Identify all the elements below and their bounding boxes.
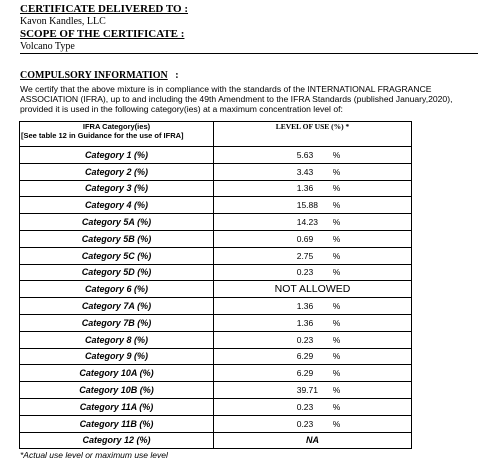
level-value: 2.75 bbox=[296, 250, 314, 261]
category-cell: Category 5A (%) bbox=[20, 214, 214, 231]
table-row bbox=[20, 247, 412, 264]
header-category-note: [See table 12 in Guidance for the use of IFRA] bbox=[21, 131, 184, 140]
table-row bbox=[20, 415, 412, 432]
table-row bbox=[20, 398, 412, 415]
table-row bbox=[20, 197, 412, 214]
level-cell bbox=[214, 415, 412, 432]
category-cell: Category 12 (%) bbox=[20, 432, 214, 449]
delivered-to-value: Kavon Kandles, LLC bbox=[20, 16, 106, 27]
scope-value: Volcano Type bbox=[20, 41, 75, 52]
level-cell bbox=[214, 197, 412, 214]
scope-heading: SCOPE OF THE CERTIFICATE : bbox=[20, 28, 185, 40]
level-cell bbox=[214, 348, 412, 365]
level-unit: % bbox=[332, 368, 341, 379]
level-unit: % bbox=[332, 267, 341, 278]
level-cell bbox=[214, 163, 412, 180]
level-unit: % bbox=[332, 401, 341, 412]
level-value: 0.23 bbox=[296, 418, 314, 429]
category-cell: Category 10A (%) bbox=[20, 365, 214, 382]
table-row bbox=[20, 214, 412, 231]
level-value: 0.23 bbox=[296, 401, 314, 412]
level-value: 3.43 bbox=[296, 166, 314, 177]
level-unit: % bbox=[332, 351, 341, 362]
level-unit: % bbox=[332, 183, 341, 194]
level-value: 6.29 bbox=[296, 351, 314, 362]
header-category bbox=[20, 122, 214, 147]
level-unit: % bbox=[332, 317, 341, 328]
level-cell bbox=[214, 214, 412, 231]
category-cell: Category 11A (%) bbox=[20, 398, 214, 415]
level-unit: % bbox=[332, 149, 341, 160]
footnote: *Actual use level or maximum use level bbox=[20, 450, 168, 460]
level-value: 5.63 bbox=[296, 149, 314, 160]
table-row bbox=[20, 163, 412, 180]
table-row bbox=[20, 432, 412, 449]
category-cell: Category 5C (%) bbox=[20, 247, 214, 264]
category-cell: Category 1 (%) bbox=[20, 147, 214, 164]
compulsory-heading-text: COMPULSORY INFORMATION bbox=[20, 70, 168, 81]
level-cell bbox=[214, 180, 412, 197]
category-cell: Category 7A (%) bbox=[20, 298, 214, 315]
header-category-title: IFRA Category(ies) bbox=[82, 122, 151, 131]
table-row bbox=[20, 348, 412, 365]
statement-line: We certify that the above mixture is in compliance with the standards of the INTERNATIONAL FRAGRANCE bbox=[20, 84, 432, 94]
ifra-category-table bbox=[19, 121, 412, 449]
table-row bbox=[20, 180, 412, 197]
level-value: 15.88 bbox=[296, 200, 318, 211]
level-cell bbox=[214, 382, 412, 399]
level-unit: % bbox=[332, 166, 341, 177]
level-unit: % bbox=[332, 334, 341, 345]
header-level-of-use: LEVEL OF USE (%) * bbox=[214, 122, 412, 147]
level-value: 0.69 bbox=[296, 233, 314, 244]
level-value: 1.36 bbox=[296, 301, 314, 312]
level-unit: % bbox=[332, 200, 341, 211]
level-value: 1.36 bbox=[296, 317, 314, 328]
level-unit: % bbox=[332, 418, 341, 429]
category-cell: Category 4 (%) bbox=[20, 197, 214, 214]
level-unit: % bbox=[332, 250, 341, 261]
level-cell bbox=[214, 230, 412, 247]
level-unit: % bbox=[332, 217, 341, 228]
category-cell: Category 9 (%) bbox=[20, 348, 214, 365]
table-row bbox=[20, 147, 412, 164]
category-cell: Category 6 (%) bbox=[20, 281, 214, 298]
category-cell: Category 10B (%) bbox=[20, 382, 214, 399]
category-cell: Category 5B (%) bbox=[20, 230, 214, 247]
category-cell: Category 2 (%) bbox=[20, 163, 214, 180]
category-cell: Category 7B (%) bbox=[20, 314, 214, 331]
table-row bbox=[20, 230, 412, 247]
level-cell bbox=[214, 365, 412, 382]
category-cell: Category 8 (%) bbox=[20, 331, 214, 348]
table-row bbox=[20, 365, 412, 382]
level-cell bbox=[214, 247, 412, 264]
level-value: 6.29 bbox=[296, 368, 314, 379]
table-row bbox=[20, 314, 412, 331]
level-value: 39.71 bbox=[296, 385, 318, 396]
delivered-to-heading: CERTIFICATE DELIVERED TO : bbox=[20, 3, 189, 15]
statement-line: ASSOCIATION (IFRA), up to and including the 49th Amendment to the IFRA Standards (published January,2020), bbox=[20, 94, 453, 104]
level-cell bbox=[214, 264, 412, 281]
table-row bbox=[20, 382, 412, 399]
category-cell: Category 11B (%) bbox=[20, 415, 214, 432]
level-unit: % bbox=[332, 233, 341, 244]
level-cell: NA bbox=[214, 432, 412, 449]
level-unit: % bbox=[332, 301, 341, 312]
compulsory-heading-suffix: : bbox=[167, 70, 179, 81]
compulsory-heading bbox=[20, 70, 179, 81]
statement-line: provided it is used in the following category(ies) at a maximum concentration level of: bbox=[20, 104, 343, 114]
level-cell bbox=[214, 398, 412, 415]
table-header-row bbox=[20, 122, 412, 147]
table-row bbox=[20, 298, 412, 315]
level-cell bbox=[214, 298, 412, 315]
ifra-table-body bbox=[20, 147, 412, 449]
level-value: 0.23 bbox=[296, 334, 314, 345]
level-value: 1.36 bbox=[296, 183, 314, 194]
compliance-statement bbox=[20, 84, 480, 114]
level-value: 0.23 bbox=[296, 267, 314, 278]
category-cell: Category 3 (%) bbox=[20, 180, 214, 197]
level-unit: % bbox=[332, 385, 341, 396]
level-cell bbox=[214, 314, 412, 331]
category-cell: Category 5D (%) bbox=[20, 264, 214, 281]
section-divider bbox=[20, 53, 478, 54]
level-cell bbox=[214, 331, 412, 348]
table-row bbox=[20, 281, 412, 298]
level-cell: NOT ALLOWED bbox=[214, 281, 412, 298]
level-cell bbox=[214, 147, 412, 164]
level-value: 14.23 bbox=[296, 217, 318, 228]
table-row bbox=[20, 331, 412, 348]
table-row bbox=[20, 264, 412, 281]
